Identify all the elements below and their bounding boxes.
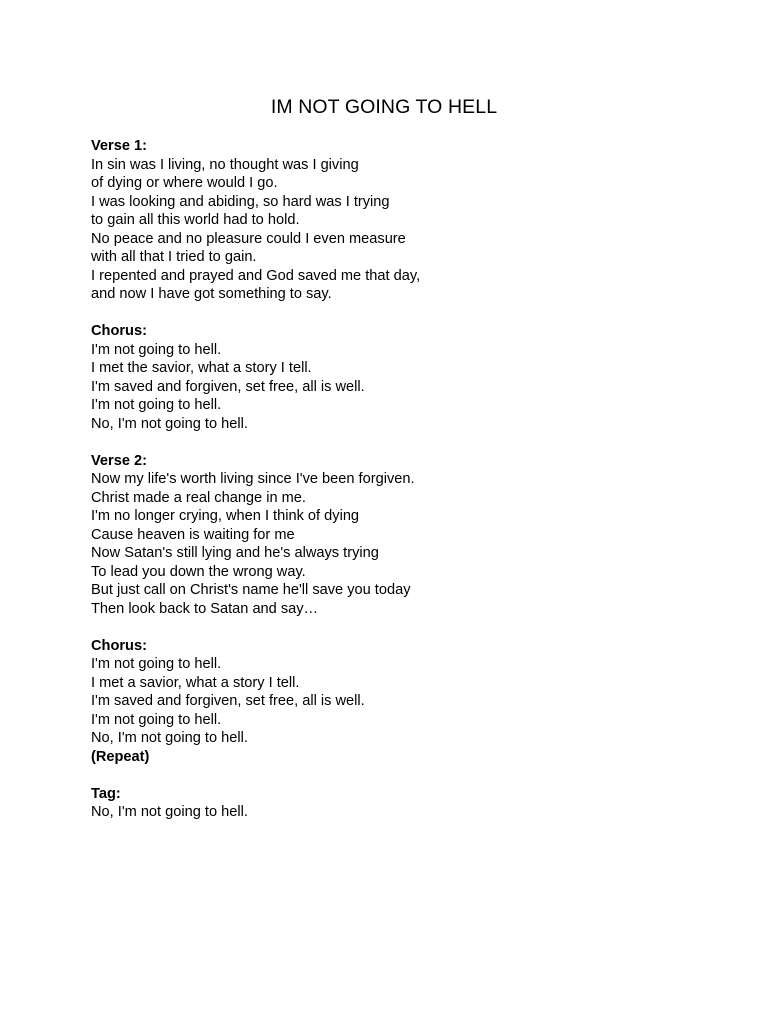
lyric-line: I'm not going to hell.	[91, 711, 222, 728]
lyric-line: of dying or where would I go.	[91, 175, 278, 191]
lyric-line: I'm not going to hell.	[91, 656, 222, 672]
section-heading: Chorus:	[91, 637, 147, 654]
lyric-line: No peace and no pleasure could I even measure	[91, 230, 406, 247]
lyric-line: I repented and prayed and God saved me that day,	[91, 267, 421, 284]
lyric-line: to gain all this world had to hold.	[91, 212, 300, 228]
lyric-line: I was looking and abiding, so hard was I trying	[91, 193, 390, 210]
lyrics-body	[91, 137, 731, 840]
lyric-line: No, I'm not going to hell.	[91, 804, 248, 820]
lyric-line: But just call on Christ's name he'll save you today	[91, 582, 411, 598]
lyric-line: I'm no longer crying, when I think of dying	[91, 508, 360, 524]
section-chorus-2	[91, 637, 731, 767]
lyric-line: In sin was I living, no thought was I giving	[91, 156, 359, 173]
lyric-line: Now Satan's still lying and he's always trying	[91, 545, 379, 561]
section-chorus-1	[91, 322, 731, 433]
section-heading: Verse 2:	[91, 452, 147, 469]
lyric-line: I'm not going to hell.	[91, 397, 222, 413]
lyric-line: No, I'm not going to hell.	[91, 415, 248, 432]
lyric-line: Now my life's worth living since I've been forgiven.	[91, 471, 415, 487]
repeat-note: (Repeat)	[91, 748, 150, 765]
lyric-line: with all that I tried to gain.	[91, 249, 257, 265]
section-verse-2	[91, 452, 731, 619]
lyric-line: I met a savior, what a story I tell.	[91, 674, 300, 691]
section-verse-1	[91, 137, 731, 304]
song-title: IM NOT GOING TO HELL	[270, 96, 498, 118]
lyric-line: I'm saved and forgiven, set free, all is well.	[91, 693, 365, 709]
lyric-line: and now I have got something to say.	[91, 286, 332, 302]
section-tag	[91, 785, 731, 822]
lyric-line: Then look back to Satan and say…	[91, 600, 319, 617]
lyric-line: I'm saved and forgiven, set free, all is well.	[91, 378, 365, 395]
lyric-line: Cause heaven is waiting for me	[91, 526, 295, 543]
section-heading: Chorus:	[91, 323, 147, 339]
lyric-line: I'm not going to hell.	[91, 341, 222, 358]
lyric-line: Christ made a real change in me.	[91, 489, 306, 506]
section-heading: Tag:	[91, 785, 121, 802]
lyric-line: I met the savior, what a story I tell.	[91, 360, 312, 376]
lyric-line: To lead you down the wrong way.	[91, 563, 306, 580]
section-heading: Verse 1:	[91, 138, 147, 154]
lyric-line: No, I'm not going to hell.	[91, 730, 248, 746]
